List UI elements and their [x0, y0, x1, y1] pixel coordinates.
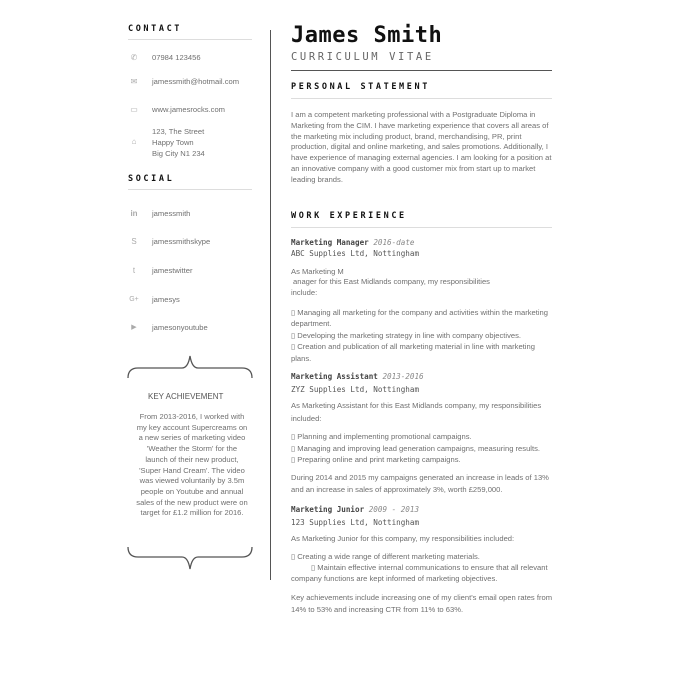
contact-website[interactable]: www.jamesrocks.com: [152, 105, 225, 114]
job-bullet: company functions are kept informed of marketing objectives.: [291, 573, 498, 583]
contact-heading: CONTACT: [128, 24, 183, 34]
statement-heading: PERSONAL STATEMENT: [291, 82, 430, 92]
job-company: ABC Supplies Ltd, Nottingham: [291, 248, 420, 258]
job-bullet: ▯ Planning and implementing promotional campaigns.: [291, 432, 472, 441]
job-dates: 2013-2016: [382, 372, 424, 381]
job-bullet: ▯ Maintain effective internal communications to ensure that all relevant: [311, 563, 548, 573]
bracket-bottom: [126, 545, 254, 571]
divider: [128, 39, 252, 40]
job-bullet: ▯ Managing and improving lead generation campaigns, measuring results.: [291, 443, 541, 453]
job-intro: As Marketing Junior for this company, my responsibilities included:: [291, 533, 515, 543]
job-company: ZYZ Supplies Ltd, Nottingham: [291, 385, 420, 394]
social-skype[interactable]: jamessmithskype: [152, 237, 211, 246]
page-title: James Smith: [291, 23, 443, 48]
job-2: [291, 371, 555, 497]
job-dates: 2009 - 2013: [368, 504, 420, 514]
website-icon: ▭: [130, 105, 138, 114]
bracket-top: [126, 354, 254, 380]
divider: [291, 227, 552, 228]
twitter-icon: t: [132, 266, 136, 275]
job-summary: Key achievements include increasing one of my client's email open rates from 14% to 53% and increasing CTR from 11% to 63%.: [291, 592, 553, 615]
job-company: 123 Supplies Ltd, Nottingham: [291, 517, 420, 527]
job-intro: As Marketing Assistant for this East Midlands company, my responsibilities included:: [291, 401, 542, 423]
linkedin-icon: in: [130, 209, 138, 218]
job-bullet: ▯ Developing the marketing strategy in line with company objectives.: [291, 330, 521, 340]
job-title: Marketing Assistant: [291, 372, 378, 381]
job-intro: include:: [291, 288, 318, 298]
social-heading: SOCIAL: [128, 174, 175, 184]
title-rule: [291, 70, 552, 71]
email-icon: ✉: [130, 77, 138, 86]
social-twitter[interactable]: jamestwitter: [152, 266, 193, 275]
job-bullet: ▯ Preparing online and print marketing campaigns.: [291, 455, 461, 464]
home-icon: ⌂: [131, 137, 137, 146]
job-intro: As Marketing M: [291, 266, 344, 276]
address-line: Big City N1 234: [152, 148, 205, 158]
phone-icon: ✆: [130, 53, 138, 62]
job-dates: 2016-date: [373, 237, 415, 247]
job-summary: During 2014 and 2015 my campaigns generated an increase in leads of 13% and an increase in sales of approximately 3%, worth £259,000.: [291, 472, 549, 494]
job-bullet: ▯ Creating a wide range of different marketing materials.: [291, 552, 480, 562]
column-divider: [270, 30, 271, 580]
social-linkedin[interactable]: jamessmith: [152, 209, 191, 218]
youtube-icon: ▶: [131, 324, 137, 331]
social-google-plus[interactable]: jamesys: [152, 295, 180, 304]
address-line: 123, The Street: [152, 127, 205, 136]
social-youtube[interactable]: jamesonyoutube: [152, 323, 208, 332]
achievement-heading: KEY ACHIEVEMENT: [148, 392, 224, 401]
achievement-text: From 2013-2016, I worked with my key account Supercreams on a new series of marketing video 'Weather the Storm' for the launch of their new product, 'Super Hand Cream'. The video was viewed voluntarily by 3.5m people on Youtube and annual sales of the new product were on target for £1.2 million for 2016.: [136, 412, 248, 518]
job-title: Marketing Manager: [291, 237, 369, 247]
google-plus-icon: G+: [129, 296, 139, 303]
address-line: Happy Town: [152, 137, 194, 147]
job-bullet: ▯ Managing all marketing for the company and activities within the marketing department.: [291, 307, 549, 329]
skype-icon: S: [131, 237, 137, 246]
work-heading: WORK EXPERIENCE: [291, 210, 407, 221]
divider: [128, 189, 252, 190]
statement-text: I am a competent marketing professional with a Postgraduate Diploma in Marketing from the CIM. I have marketing experience that covers all areas of the marketing mix including product, brand, merchandising, PR, print production, digital and online marketing, and sales promotions. Additionally, I have experience of managing external agencies. I am looking for a position at an innovative company with a good customer mix from start up to market leading brands.: [291, 110, 552, 184]
job-title: Marketing Junior: [291, 504, 365, 514]
subtitle: CURRICULUM VITAE: [291, 51, 434, 63]
job-3: [291, 504, 555, 617]
job-intro: anager for this East Midlands company, my responsibilities: [293, 277, 490, 287]
contact-phone: 07984 123456: [152, 53, 201, 62]
divider: [291, 98, 552, 99]
main-column: [291, 23, 555, 617]
job-bullet: ▯ Creation and publication of all marketing material in line with marketing plans.: [291, 342, 535, 363]
job-1: [291, 237, 555, 364]
contact-address: [152, 127, 205, 159]
contact-email[interactable]: jamessmith@hotmail.com: [152, 77, 240, 86]
